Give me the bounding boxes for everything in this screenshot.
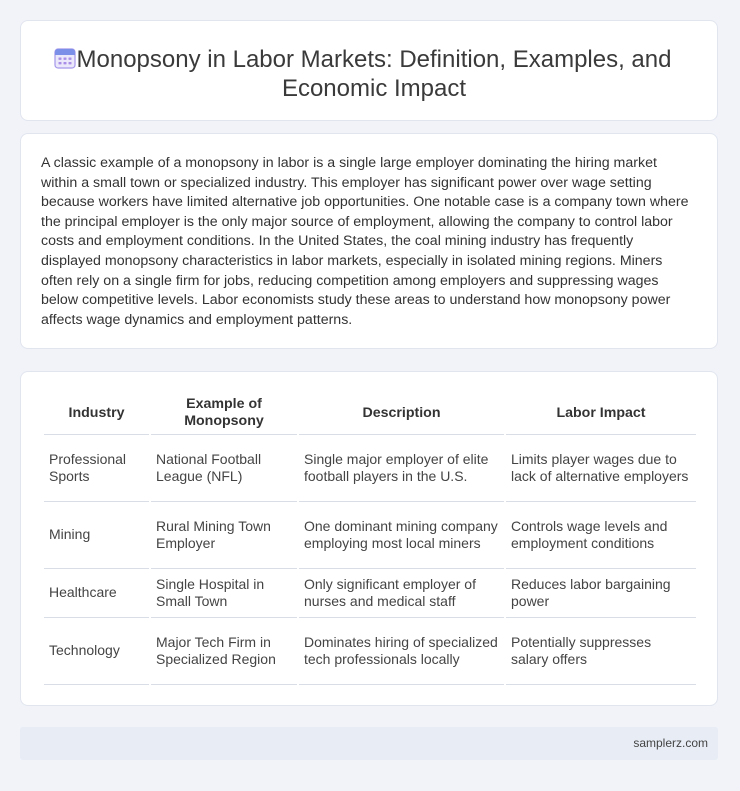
cell-description: Dominates hiring of specialized tech professionals locally	[299, 618, 504, 685]
title-card	[20, 20, 718, 121]
footer-site-link[interactable]: samplerz.com	[633, 736, 708, 750]
intro-card	[20, 133, 718, 349]
cell-labor-impact: Controls wage levels and employment conditions	[506, 502, 696, 569]
cell-description: One dominant mining company employing most local miners	[299, 502, 504, 569]
cell-labor-impact: Potentially suppresses salary offers	[506, 618, 696, 685]
cell-industry: Healthcare	[44, 569, 149, 618]
intro-paragraph: A classic example of a monopsony in labor is a single large employer dominating the hiring market within a small town or specialized industry. This employer has significant power over wage setting because workers have limited alternative job opportunities. One notable case is a company town where the principal employer is the only major source of employment, allowing the company to control labor costs and employment conditions. In the United States, the coal mining industry has frequently displayed monopsony characteristics in labor markets, especially in isolated mining regions. Miners often rely on a single firm for jobs, reducing competition among employers and suppressing wages below competitive levels. Labor economists study these areas to understand how monopsony power affects wage dynamics and employment patterns.	[41, 155, 689, 328]
cell-example: National Football League (NFL)	[151, 435, 297, 502]
table-row	[44, 435, 696, 502]
header-description: Description	[299, 392, 504, 435]
footer	[20, 727, 718, 760]
cell-description: Only significant employer of nurses and medical staff	[299, 569, 504, 618]
cell-description: Single major employer of elite football players in the U.S.	[299, 435, 504, 502]
cell-example: Single Hospital in Small Town	[151, 569, 297, 618]
header-industry: Industry	[44, 392, 149, 435]
cell-labor-impact: Reduces labor bargaining power	[506, 569, 696, 618]
table-row	[44, 569, 696, 618]
monopsony-table	[42, 392, 698, 685]
table-header-row	[44, 392, 696, 435]
page-title: Monopsony in Labor Markets: Definition, Examples, and Economic Impact	[76, 46, 672, 102]
header-example: Example of Monopsony	[151, 392, 297, 435]
cell-industry: Professional Sports	[44, 435, 149, 502]
table-card	[20, 371, 718, 706]
cell-labor-impact: Limits player wages due to lack of alternative employers	[506, 435, 696, 502]
table-row	[44, 502, 696, 569]
header-labor-impact: Labor Impact	[506, 392, 696, 435]
table-row	[44, 618, 696, 685]
cell-example: Major Tech Firm in Specialized Region	[151, 618, 297, 685]
cell-industry: Mining	[44, 502, 149, 569]
cell-example: Rural Mining Town Employer	[151, 502, 297, 569]
cell-industry: Technology	[44, 618, 149, 685]
